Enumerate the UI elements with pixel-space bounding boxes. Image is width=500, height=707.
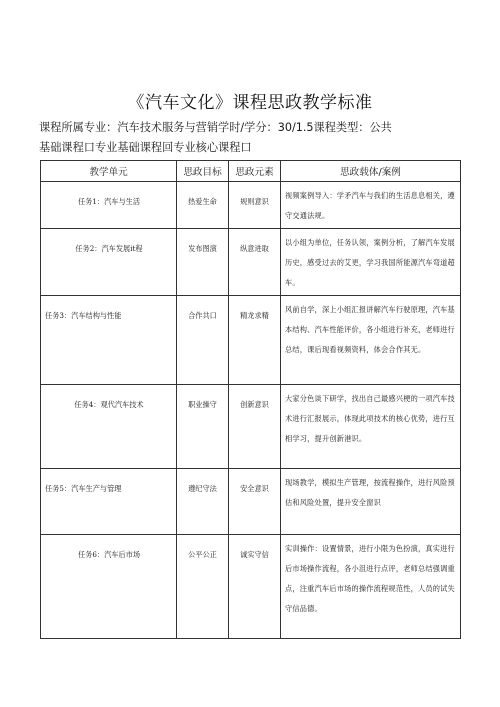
header-unit: 教学单元 [41, 161, 177, 182]
table-row [41, 182, 461, 229]
goal-cell: 合作共口 [177, 296, 229, 385]
course-meta-line-1: 课程所属专业：汽车技术服务与营销学时/学分：30/1.5课程类型：公共 [39, 121, 392, 134]
case-cell: 风前自学，深上小组汇报讲解汽车行驶原理，汽车基本结构、汽车性能评价，各小组进行补充，老师进行总结，课后现看视频资料，体会合作其无。 [281, 296, 461, 385]
unit-cell: 任务6：汽车后市场 [41, 535, 177, 639]
element-cell: 规则意识 [229, 182, 281, 229]
goal-cell: 职业操守 [177, 385, 229, 469]
document-title: 《汽车文化》课程思政教学标准 [127, 93, 373, 113]
unit-cell: 任务5：汽车生产与管理 [41, 469, 177, 535]
unit-cell: 任务2：汽车发展it程 [41, 229, 177, 296]
element-cell: 安全意识 [229, 469, 281, 535]
table-row [41, 469, 461, 535]
table-row [41, 296, 461, 385]
table-row [41, 535, 461, 639]
goal-cell: 发布图演 [177, 229, 229, 296]
element-cell: 精龙求精 [229, 296, 281, 385]
header-goal: 思政目标 [177, 161, 229, 182]
goal-cell: 遵纪守法 [177, 469, 229, 535]
header-element: 思政元素 [229, 161, 281, 182]
header-case: 思政载体/案例 [281, 161, 461, 182]
case-cell: 现场教学，模拟生产管理，按流程操作，进行风险预估和风险处置，提升安全窗识 [281, 469, 461, 535]
goal-cell: 公平公正 [177, 535, 229, 639]
table-header-row [41, 161, 461, 182]
case-cell: 实训操作：设置情景，进行小限为色扮演，真实进行后市场操作流程，各小沮进行点评，老师总结强调重点，注重汽车后市场的操作流程规范性，人员的试失守信品德。 [281, 535, 461, 639]
element-cell: 诚实守信 [229, 535, 281, 639]
goal-cell: 热爱生命 [177, 182, 229, 229]
element-cell: 创新意识 [229, 385, 281, 469]
unit-cell: 任务3：汽车结构与性能 [41, 296, 177, 385]
table-row [41, 385, 461, 469]
course-meta-line-2: 基础课程口专业基础课程回专业核心课程口 [39, 141, 252, 154]
table-row [41, 229, 461, 296]
unit-cell: 任务1：汽车与生活 [41, 182, 177, 229]
case-cell: 大家分色谈下研学，找出自己最感兴梗的一项汽车技术进行汇报展示，体现此项技术的核心优势，进行互相学习，提升创新港识。 [281, 385, 461, 469]
element-cell: 纵意进取 [229, 229, 281, 296]
case-cell: 以小组为单位，任务认领，案例分析，了解汽车发展历史，感受过去的艾更，学习我国所能源汽车弯道超车。 [281, 229, 461, 296]
case-cell: 视频案例导入：学矛汽车与我们的生活息息相关，遵守交通法规。 [281, 182, 461, 229]
unit-cell: 任务4：观代汽车技术 [41, 385, 177, 469]
curriculum-table [40, 160, 461, 639]
